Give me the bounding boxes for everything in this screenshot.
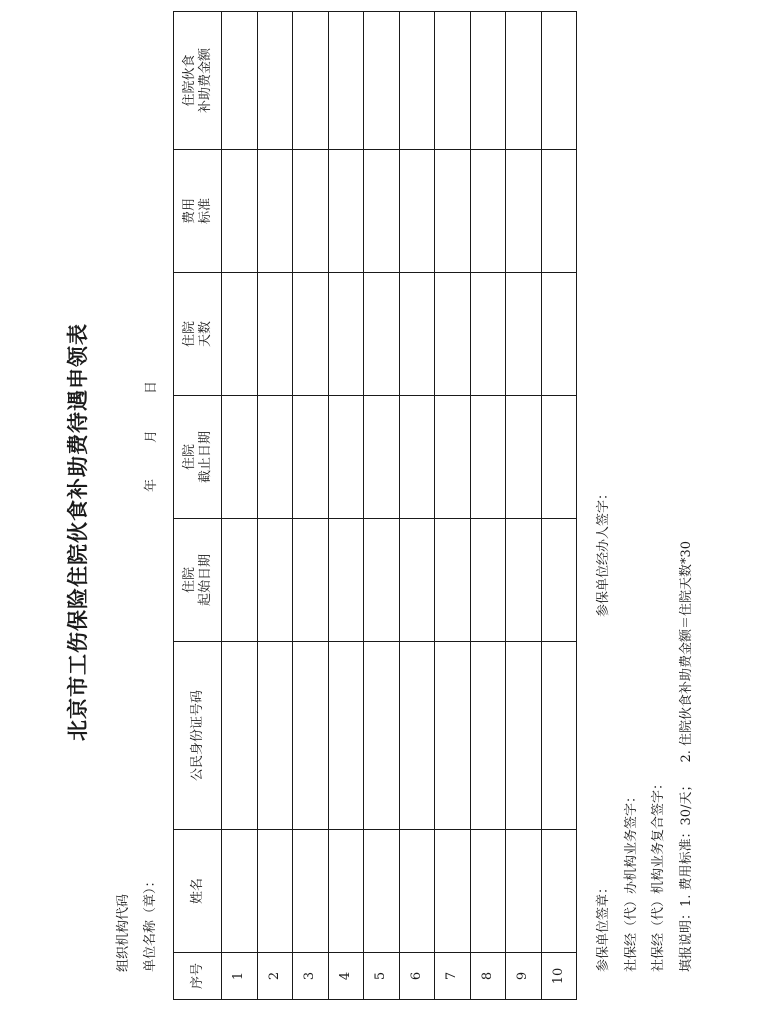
name-cell[interactable] [257,830,293,953]
amount-cell[interactable] [257,12,293,150]
days-cell[interactable] [541,273,577,396]
end-date-cell[interactable] [293,396,329,519]
start-date-cell[interactable] [364,519,400,642]
row-number: 5 [364,953,400,1000]
id-number-cell[interactable] [364,642,400,830]
col-header-seq: 序号 [174,953,222,1000]
col-header-name: 姓名 [174,830,222,953]
end-date-cell[interactable] [364,396,400,519]
days-cell[interactable] [435,273,471,396]
end-date-cell[interactable] [399,396,435,519]
row-number: 10 [541,953,577,1000]
end-date-cell[interactable] [257,396,293,519]
days-cell[interactable] [328,273,364,396]
amount-cell[interactable] [541,12,577,150]
unit-handler-signature-label: 参保单位经办人签字： [596,486,611,617]
name-cell[interactable] [222,830,258,953]
end-date-cell[interactable] [506,396,542,519]
name-cell[interactable] [293,830,329,953]
claim-table [173,11,577,1000]
days-cell[interactable] [364,273,400,396]
id-number-cell[interactable] [328,642,364,830]
days-cell[interactable] [222,273,258,396]
name-cell[interactable] [399,830,435,953]
id-number-cell[interactable] [506,642,542,830]
form-title: 北京市工伤保险住院伙食补助费待遇申领表 [66,323,90,741]
col-header-days: 住院 天数 [174,273,222,396]
start-date-cell[interactable] [257,519,293,642]
start-date-cell[interactable] [506,519,542,642]
end-date-cell[interactable] [328,396,364,519]
col-header-amount: 住院伙食 补助费金额 [174,12,222,150]
days-cell[interactable] [470,273,506,396]
table-row [222,12,258,1000]
rate-cell[interactable] [328,150,364,273]
name-cell[interactable] [541,830,577,953]
row-number: 6 [399,953,435,1000]
start-date-cell[interactable] [470,519,506,642]
row-number: 4 [328,953,364,1000]
table-row [399,12,435,1000]
end-date-cell[interactable] [435,396,471,519]
end-date-cell[interactable] [222,396,258,519]
instruction-note-2: 2. 住院伙食补助费金额＝住院天数*30 [679,540,694,763]
rate-cell[interactable] [506,150,542,273]
org-code-label: 组织机构代码 [116,893,131,972]
end-date-cell[interactable] [541,396,577,519]
col-header-start-date: 住院 起始日期 [174,519,222,642]
filling-instructions [675,541,694,972]
table-row [328,12,364,1000]
start-date-cell[interactable] [222,519,258,642]
rate-cell[interactable] [257,150,293,273]
amount-cell[interactable] [293,12,329,150]
table-row [293,12,329,1000]
days-cell[interactable] [257,273,293,396]
date-year: 年 [144,478,159,492]
id-number-cell[interactable] [435,642,471,830]
table-row [364,12,400,1000]
amount-cell[interactable] [435,12,471,150]
end-date-cell[interactable] [470,396,506,519]
row-number: 1 [222,953,258,1000]
amount-cell[interactable] [470,12,506,150]
amount-cell[interactable] [506,12,542,150]
table-row [435,12,471,1000]
instruction-note-1: 填报说明：1. 费用标准：30/天； [679,778,694,972]
amount-cell[interactable] [364,12,400,150]
row-number: 2 [257,953,293,1000]
row-number: 9 [506,953,542,1000]
rate-cell[interactable] [364,150,400,273]
col-header-rate: 费用 标准 [174,150,222,273]
agency-handler-signature-label: 社保经（代）办机构业务签字： [624,789,639,972]
row-number: 3 [293,953,329,1000]
rate-cell[interactable] [293,150,329,273]
table-header-row [174,12,222,1000]
rate-cell[interactable] [399,150,435,273]
date-month: 月 [144,429,159,443]
start-date-cell[interactable] [293,519,329,642]
name-cell[interactable] [470,830,506,953]
col-header-id-number: 公民身份证号码 [174,642,222,830]
date-day: 日 [144,380,159,394]
name-cell[interactable] [328,830,364,953]
rate-cell[interactable] [222,150,258,273]
id-number-cell[interactable] [293,642,329,830]
start-date-cell[interactable] [328,519,364,642]
rate-cell[interactable] [435,150,471,273]
days-cell[interactable] [293,273,329,396]
row-number: 8 [470,953,506,1000]
id-number-cell[interactable] [257,642,293,830]
agency-review-signature-label: 社保经（代）机构业务复合签字： [651,776,666,972]
table-row [541,12,577,1000]
id-number-cell[interactable] [470,642,506,830]
start-date-cell[interactable] [541,519,577,642]
rate-cell[interactable] [541,150,577,273]
rate-cell[interactable] [470,150,506,273]
name-cell[interactable] [364,830,400,953]
row-number: 7 [435,953,471,1000]
table-row [470,12,506,1000]
amount-cell[interactable] [222,12,258,150]
table-row [257,12,293,1000]
id-number-cell[interactable] [399,642,435,830]
days-cell[interactable] [506,273,542,396]
name-cell[interactable] [435,830,471,953]
days-cell[interactable] [399,273,435,396]
id-number-cell[interactable] [541,642,577,830]
amount-cell[interactable] [399,12,435,150]
name-cell[interactable] [506,830,542,953]
start-date-cell[interactable] [399,519,435,642]
start-date-cell[interactable] [435,519,471,642]
id-number-cell[interactable] [222,642,258,830]
unit-seal-label: 参保单位签章： [596,880,611,972]
unit-name-label: 单位名称（章）： [143,874,158,972]
col-header-end-date: 住院 截止日期 [174,396,222,519]
amount-cell[interactable] [328,12,364,150]
date-line [140,381,159,492]
table-row [506,12,542,1000]
